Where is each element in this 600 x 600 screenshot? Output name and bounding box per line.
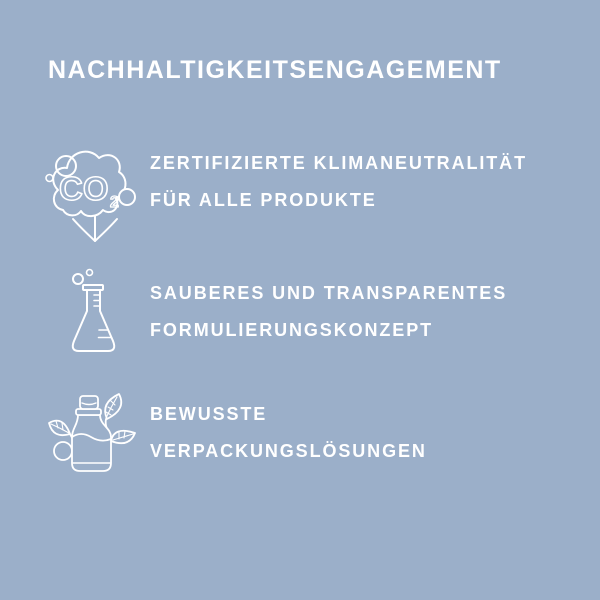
lab-flask-icon (55, 267, 137, 357)
co2-subscript: 2 (110, 194, 119, 211)
co2-cloud-arrow-icon (43, 140, 138, 248)
item-line: FÜR ALLE PRODUKTE (150, 190, 377, 210)
item-text-formulation (150, 275, 507, 349)
item-line: SAUBERES UND TRANSPARENTES (150, 283, 508, 303)
item-text-packaging (150, 396, 427, 470)
item-text-climate (150, 145, 527, 219)
co2-label: CO (59, 170, 109, 207)
item-line: ZERTIFIZIERTE KLIMANEUTRALITÄT (150, 153, 527, 173)
item-line: FORMULIERUNGSKONZEPT (150, 320, 433, 340)
bottle-with-leaves-icon (45, 391, 145, 486)
item-line: BEWUSSTE (150, 404, 268, 424)
page-title: NACHHALTIGKEITSENGAGEMENT (48, 56, 502, 84)
item-line: VERPACKUNGSLÖSUNGEN (150, 441, 427, 461)
